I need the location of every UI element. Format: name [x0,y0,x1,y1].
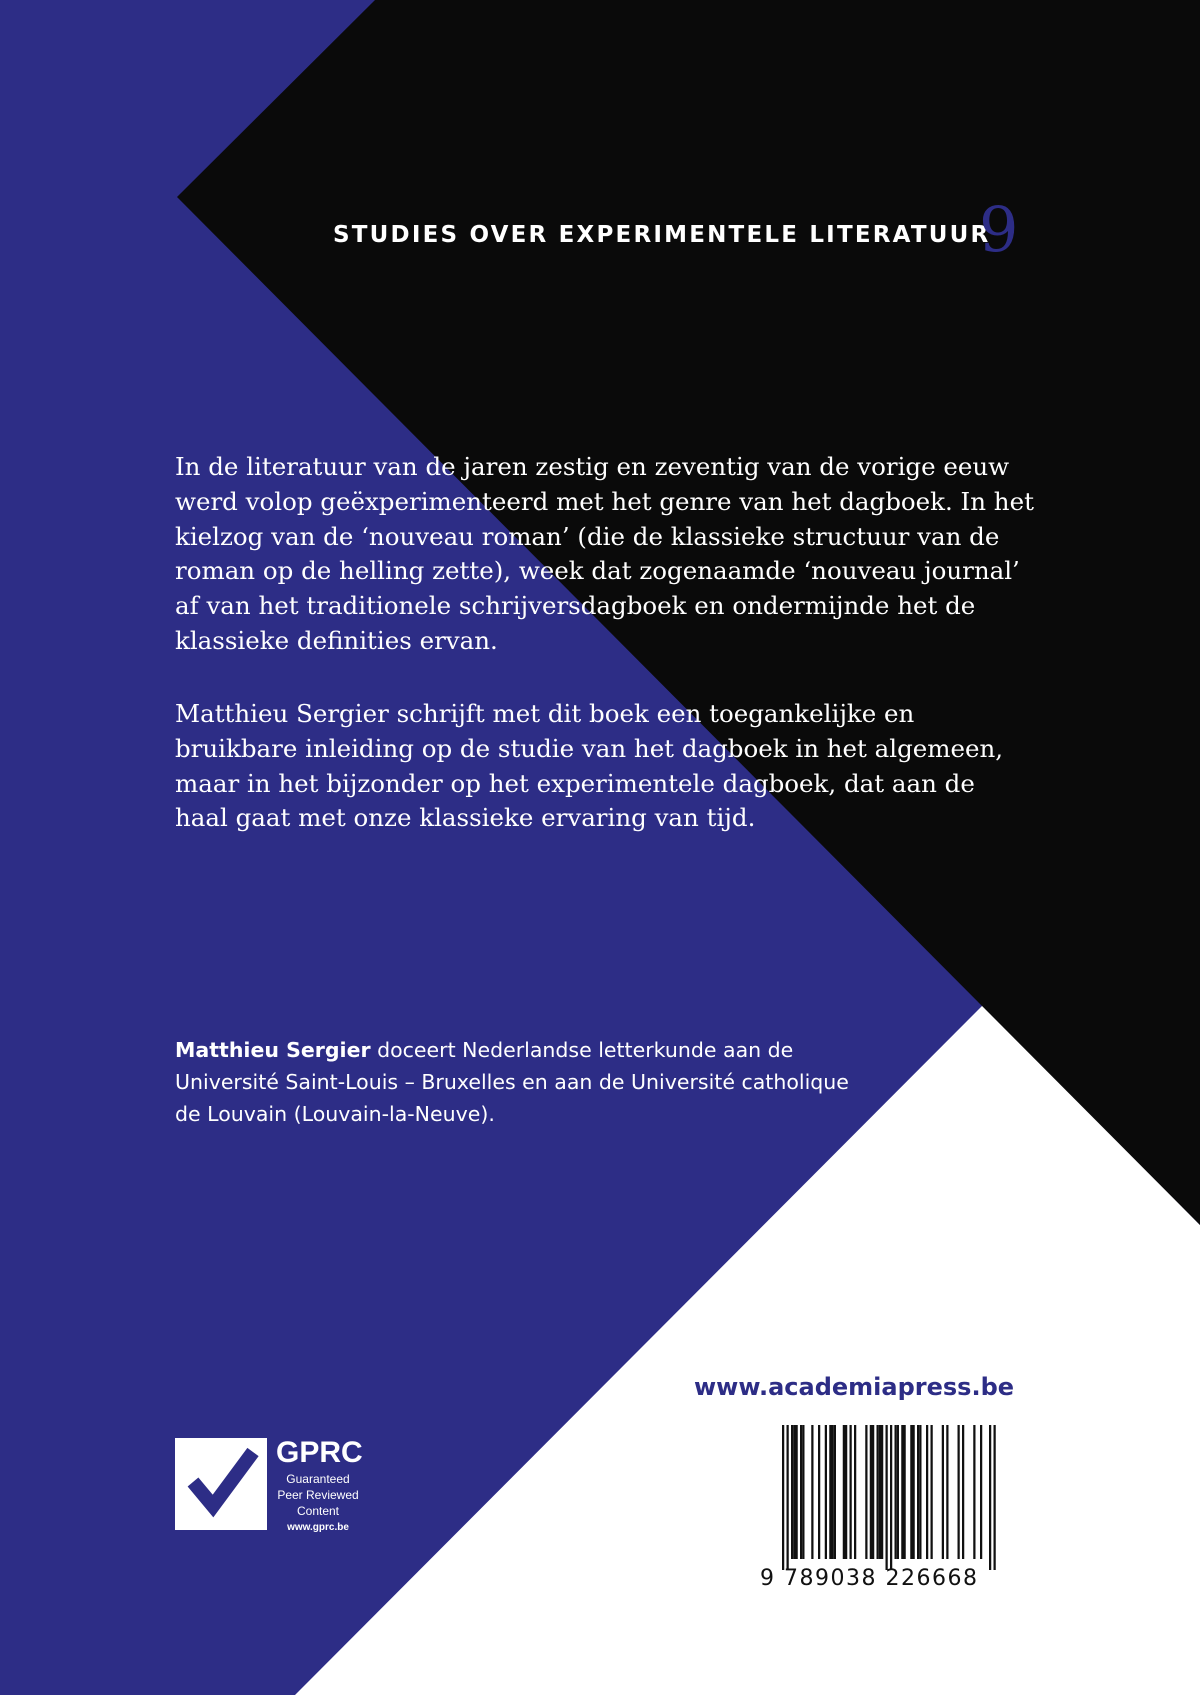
barcode-bar [890,1425,892,1570]
barcode-bar [881,1425,883,1559]
barcode-bar [962,1425,964,1559]
author-bio-text: doceert Nederlandse letterkunde aan de Université Saint-Louis – Bruxelles en aan de Université catholique de Louvain (Louvain-la-Neuve). [175,1038,849,1126]
barcode-bar [818,1425,820,1559]
barcode-bar [796,1425,798,1559]
barcode-bar [895,1425,897,1559]
author-bio [175,1034,875,1130]
publisher-url[interactable]: www.academiapress.be [694,1373,1015,1401]
barcode-bar [910,1425,912,1559]
gprc-checkbox [175,1438,267,1530]
series-title: STUDIES OVER EXPERIMENTELE LITERATUUR [333,222,991,248]
blurb-paragraph-2: Matthieu Sergier schrijft met dit boek een toegankelijke en bruikbare inleiding op de studie van het dagboek in het algemeen, maar in het bijzonder op het experimentele dagboek, dat aan de haal gaat met onze klassieke ervaring van tijd. [175,699,1004,833]
barcode-bar [958,1425,960,1559]
barcode-bar [872,1425,874,1559]
barcode-bar [850,1425,852,1559]
barcode-bar [904,1425,906,1559]
barcode-bar [845,1425,847,1559]
barcode-bar [782,1425,784,1570]
barcode-bar [877,1425,879,1559]
barcode-bar [870,1425,872,1559]
barcode-bar [980,1425,982,1559]
gprc-line: Content [296,1504,340,1518]
barcode-bar [897,1425,899,1559]
barcode-bar [793,1425,795,1559]
barcode-bar [811,1425,813,1559]
barcode-bar [942,1425,944,1559]
barcode-bar [901,1425,903,1559]
gprc-tagline [271,1471,365,1519]
barcode-bar [829,1425,831,1559]
barcode-bar [973,1425,975,1559]
gprc-title: GPRC [276,1436,363,1469]
barcode-bar [946,1425,948,1559]
barcode-bar [931,1425,933,1559]
barcode-bar [917,1425,919,1559]
author-name: Matthieu Sergier [175,1038,371,1062]
gprc-logo [175,1438,375,1534]
barcode-bars [760,1425,1022,1570]
barcode-bar [994,1425,996,1570]
barcode-bar [854,1425,856,1559]
barcode-bar [832,1425,834,1559]
gprc-line: Guaranteed [286,1472,350,1486]
barcode-bar [787,1425,789,1570]
barcode-bar [825,1425,827,1559]
isbn-barcode [760,1425,1022,1595]
barcode-bar [802,1425,804,1559]
barcode-bar [865,1425,867,1559]
gprc-line: Peer Reviewed [277,1488,359,1502]
barcode-bar [886,1425,888,1570]
barcode-bar [800,1425,802,1559]
checkmark-icon [175,1438,267,1530]
barcode-bar [879,1425,881,1559]
barcode-bar [919,1425,921,1559]
barcode-bar [843,1425,845,1559]
barcode-bar [926,1425,928,1559]
barcode-bar [989,1425,991,1570]
blurb-paragraph-1: In de literatuur van de jaren zestig en zeventig van de vorige eeuw werd volop geëxperimenteerd met het genre van het dagboek. In het kielzog van de ‘nouveau roman’ (die de klassieke structuur van de roman op de helling zette), week dat zogenaamde ‘nouveau journal’ af van het traditionele schrijversdagboek en ondermijnde het de klassieke definities ervan. [175,452,1034,655]
barcode-bar [834,1425,836,1559]
isbn-number: 9 789038 226668 [760,1566,979,1591]
series-number: 9 [979,193,1019,266]
barcode-bar [913,1425,915,1559]
barcode-bar [791,1425,793,1559]
gprc-url: www.gprc.be [287,1522,349,1533]
